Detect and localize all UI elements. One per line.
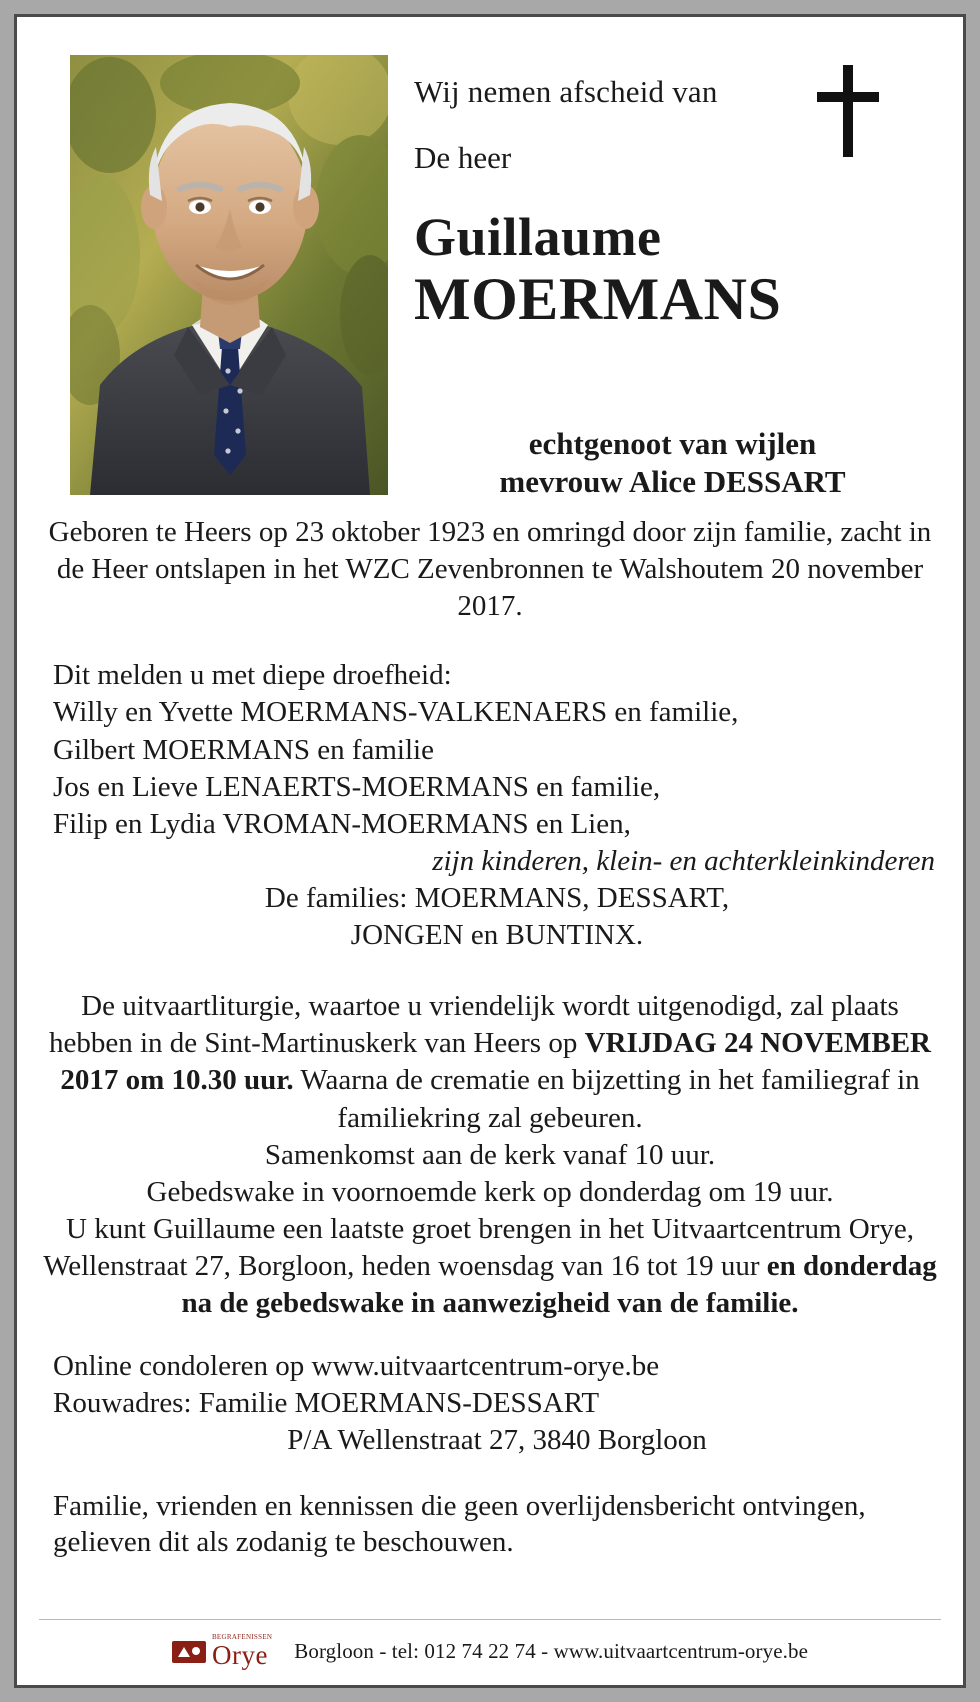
footer-contact: Borgloon - tel: 012 74 22 74 - www.uitvaartcentrum-orye.be: [294, 1639, 809, 1663]
service-details: [39, 988, 941, 1322]
descendants-line: zijn kinderen, klein- en achterkleinkinderen: [432, 844, 935, 877]
orye-logo: [172, 1634, 272, 1669]
family-line-1: Willy en Yvette MOERMANS-VALKENAERS en familie,: [53, 696, 739, 729]
families-line-1: De families: MOERMANS, DESSART,: [264, 881, 730, 914]
header-section: [39, 37, 941, 499]
gathering-info: Samenkomst aan de kerk vanaf 10 uur.: [264, 1138, 716, 1171]
footer: [39, 1619, 941, 1669]
spouse-line-1: echtgenoot van wijlen: [528, 426, 817, 461]
family-line-4: Filip en Lydia VROMAN-MOERMANS en Lien,: [53, 807, 631, 840]
condolence-address-label: Rouwadres: Familie MOERMANS-DESSART: [53, 1387, 600, 1420]
condolence-address: P/A Wellenstraat 27, 3840 Borgloon: [287, 1424, 707, 1457]
last-name: MOERMANS: [414, 265, 782, 332]
service-date-time: VRIJDAG 24 NOVEMBER 2017 om 10.30 uur.: [60, 1027, 931, 1097]
spouse-info: [414, 425, 931, 501]
footer-divider: [39, 1619, 941, 1620]
deceased-heading: [414, 37, 921, 331]
families-line-2: JONGEN en BUNTINX.: [350, 919, 644, 952]
first-name: Guillaume: [414, 207, 662, 268]
honorific: De heer: [414, 140, 512, 176]
orye-emblem-icon: [172, 1637, 206, 1667]
service-text-1: De uitvaartliturgie, waartoe u vriendelijk wordt uitgenodigd, zal plaats hebben in de Sint-Martinuskerk van Heers op: [49, 990, 899, 1060]
family-line-3: Jos en Lieve LENAERTS-MOERMANS en familie,: [53, 770, 661, 803]
vigil-info: Gebedswake in voornoemde kerk op donderdag om 19 uur.: [146, 1175, 834, 1208]
service-text-2: Waarna de crematie en bijzetting in het familiegraf in familiekring zal gebeuren.: [293, 1064, 920, 1134]
visiting-bold: en donderdag na de gebedswake in aanwezigheid van de familie.: [181, 1249, 937, 1320]
family-line-2: Gilbert MOERMANS en familie: [53, 733, 434, 766]
orye-wordmark: Orye: [211, 1640, 268, 1670]
card-border: [14, 14, 966, 1688]
condolence-block: [39, 1348, 941, 1459]
birth-death-paragraph: Geboren te Heers op 23 oktober 1923 en omringd door zijn familie, zacht in de Heer ontslapen in het WZC Zevenbronnen te Walshoutem 20 november 2017.: [48, 516, 932, 623]
farewell-line: Wij nemen afscheid van: [414, 74, 718, 109]
orye-tagline: BEGRAFENISSEN: [211, 1633, 273, 1641]
family-announcement: [39, 657, 941, 954]
portrait-photo: [70, 55, 388, 495]
closing-notice: Familie, vrienden en kennissen die geen overlijdensbericht ontvingen, gelieven dit als zodanig te beschouwen.: [53, 1489, 866, 1559]
card-body: [17, 17, 963, 1685]
visiting-text: U kunt Guillaume een laatste groet brengen in het Uitvaartcentrum Orye, Wellenstraat 27, Borgloon, heden woensdag van 16 tot 19 uur: [43, 1212, 914, 1282]
spouse-line-2: mevrouw Alice DESSART: [499, 463, 846, 499]
condolence-online: Online condoleren op www.uitvaartcentrum-orye.be: [53, 1350, 660, 1383]
announce-intro: Dit melden u met diepe droefheid:: [53, 659, 452, 692]
